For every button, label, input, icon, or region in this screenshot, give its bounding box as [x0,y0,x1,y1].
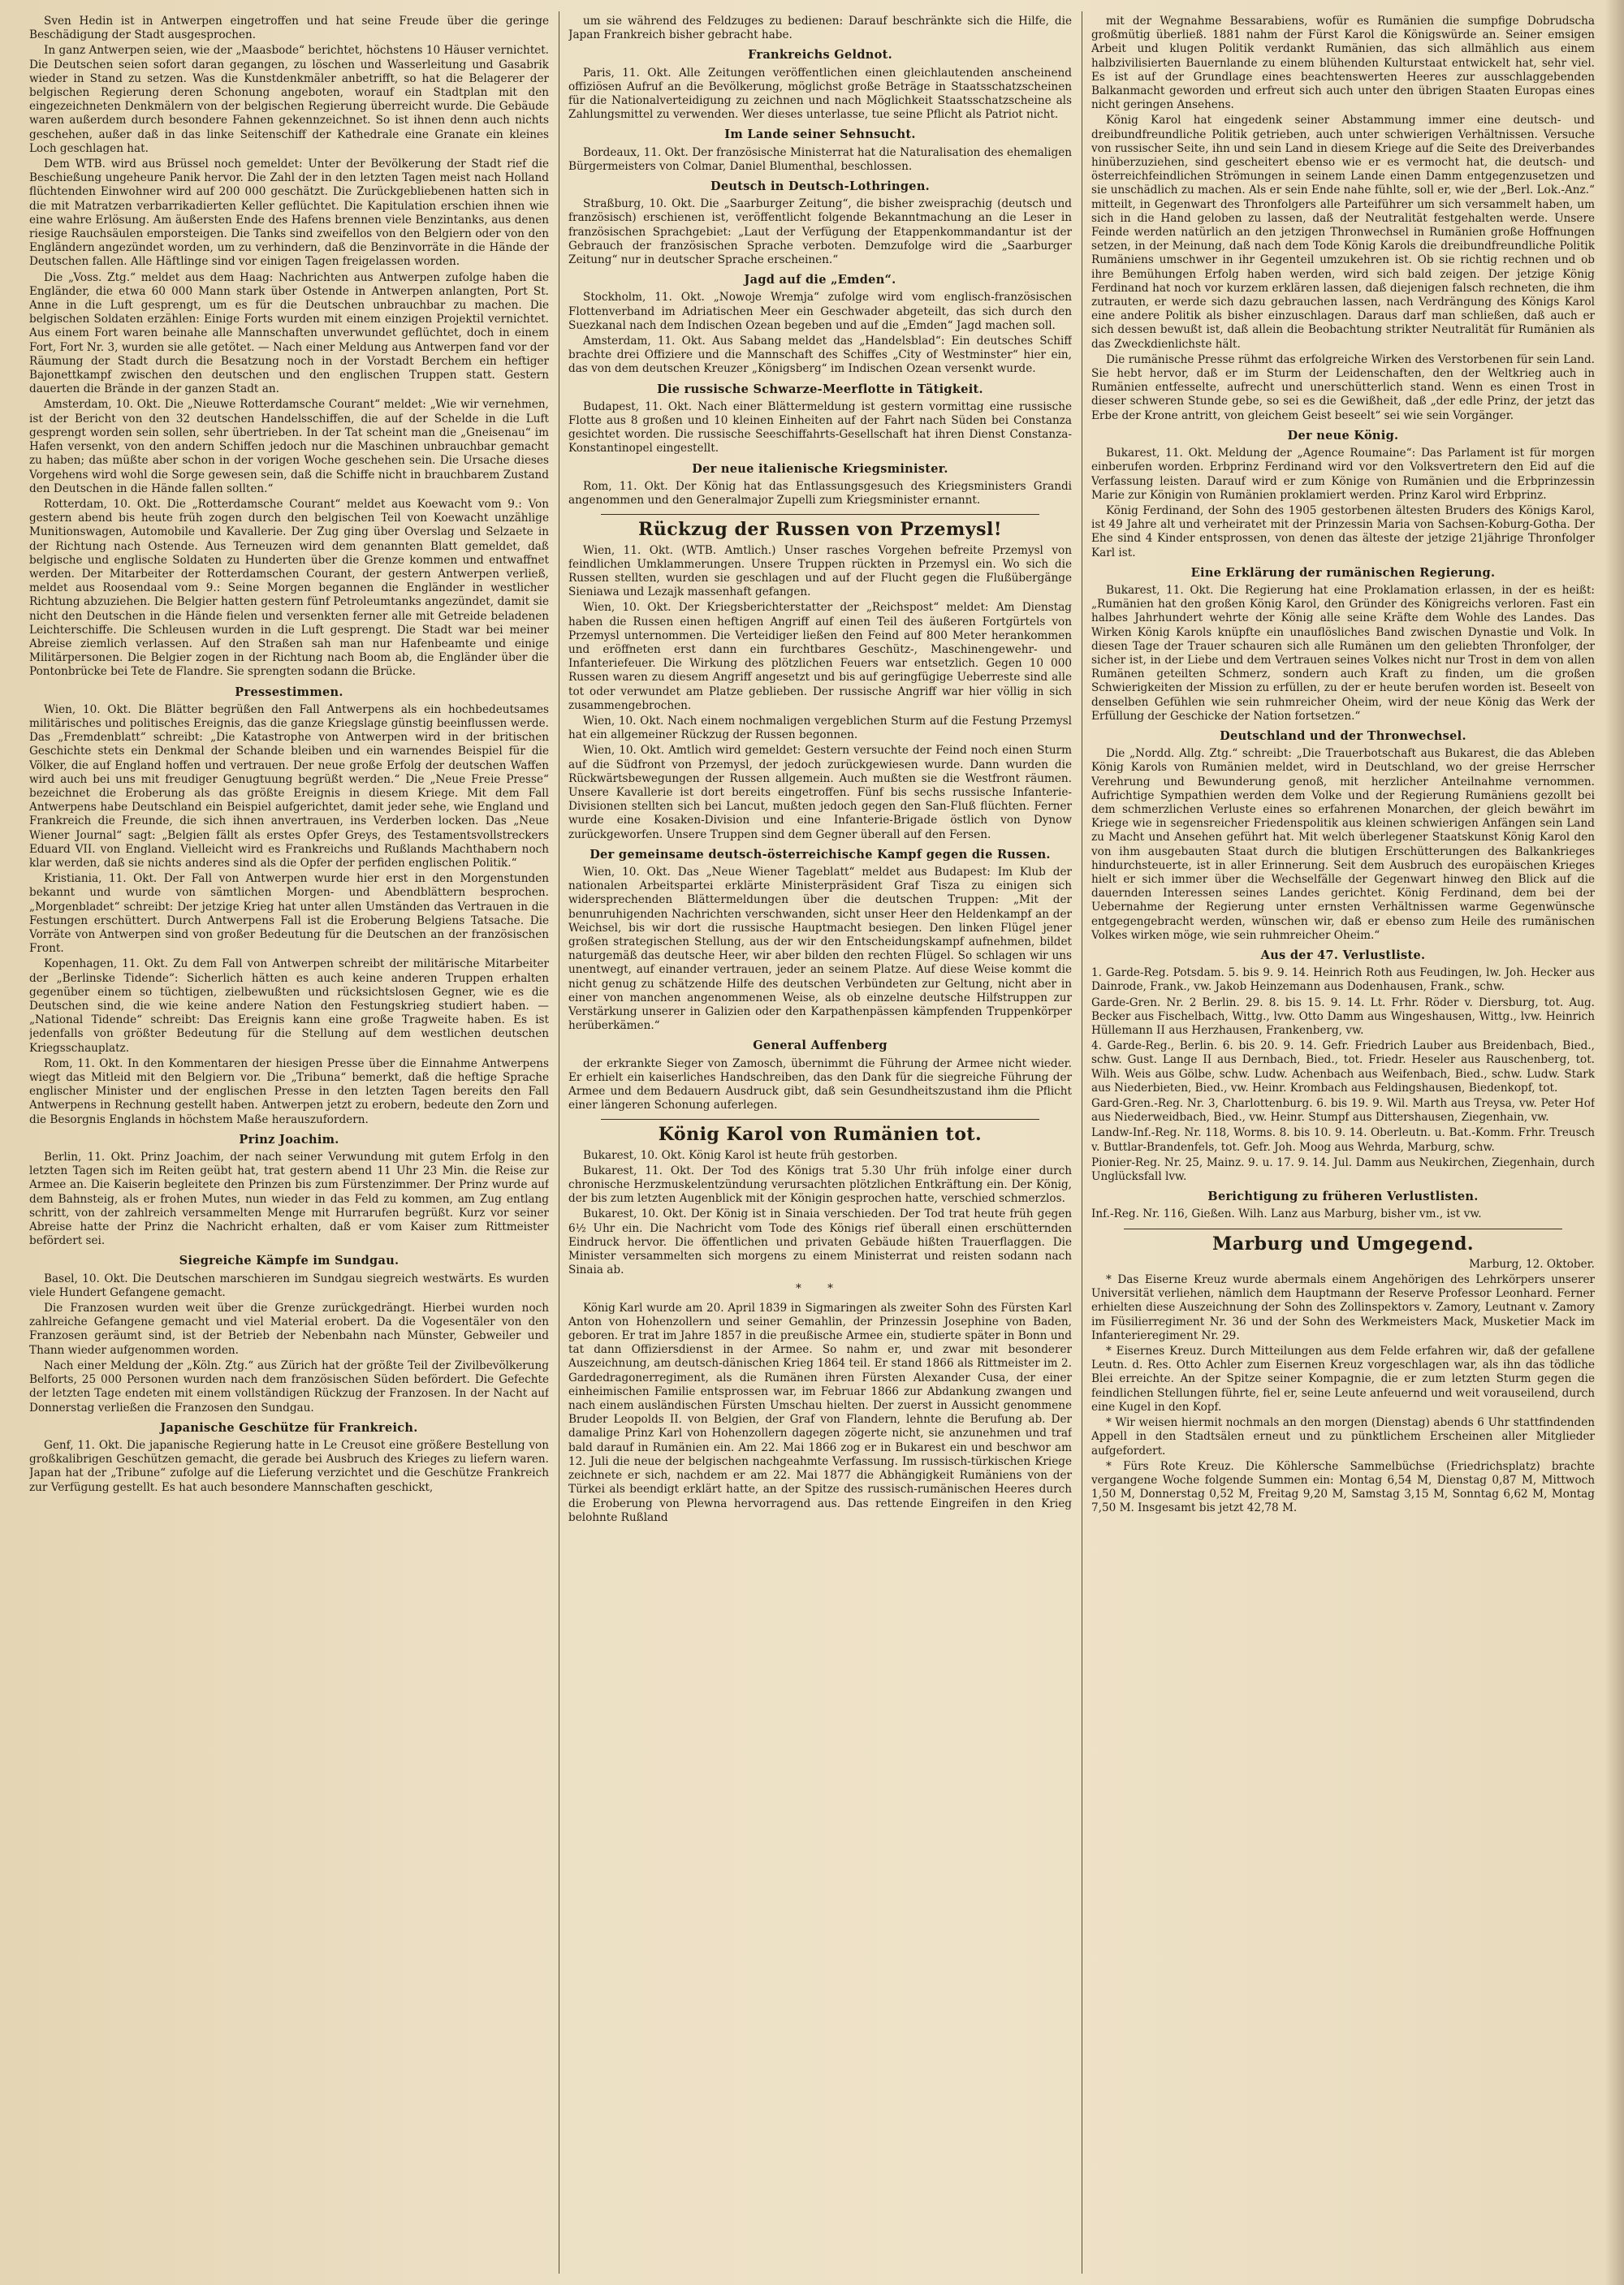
article-paragraph: Wien, 10. Okt. Die Blätter begrüßen den Fall Antwerpens als ein hochbedeutsames militärisches und politisches Ereignis, das die ganze Kriegslage günstig beeinflussen werde. Das „Fremdenblatt“ schreibt: „Die Katastrophe von Antwerpen wird in der britischen Geschichte stets ein Denkmal der Schande bleiben und ein warnendes Beispiel für die Völker, die auf England hoffen und vertrauen. Der neue große Erfolg der deutschen Waffen wird auch bei uns mit freudiger Genugtuung begrüßt werden.“ Die „Neue Freie Presse“ bezeichnet die Eroberung als das größte Ereignis in diesem Kriege. Mit dem Fall Antwerpens habe Deutschland ein Beispiel aufgerichtet, damit jeder sehe, wie England und Frankreich die Freunde, die sich ihnen anvertrauen, ins Verderben locken. Das „Neue Wiener Journal“ sagt: „Belgien fällt als erstes Opfer Greys, des Testamentsvollstreckers Eduard VII. von England. Vielleicht wird es Frankreichs und Rußlands Machthabern noch klar werden, daß sie nichts anderes sind als die Opfer der perfiden englischen Politik.“ [29,702,549,870]
article-paragraph: Genf, 11. Okt. Die japanische Regierung hatte in Le Creusot eine größere Bestellung von großkalibrigen Geschützen gemacht, die gerade bei Ausbruch des Krieges zu liefern waren. Japan hat der „Tribune“ zufolge auf die Lieferung verzichtet und die Geschütze Frankreich zur Verfügung gestellt. Es hat auch besondere Mannschaften geschickt, [29,1438,549,1494]
section-heading: Frankreichs Geldnot. [748,48,892,63]
article-paragraph: König Karl wurde am 20. April 1839 in Sigmaringen als zweiter Sohn des Fürsten Karl Anton von Hohenzollern und seiner Gemahlin, der Prinzessin Josephine von Baden, geboren. Er trat im Jahre 1857 in die preußische Armee ein, studierte später in Bonn und tat dann Offiziersdienst in der Armee. So nahm er, und zwar mit besonderer Auszeichnung, am deutsch-dänischen Krieg 1864 teil. Er stand 1866 als Rittmeister im 2. Gardedragonerregiment, als die Rumänen ihren Fürsten Alexander Cusa, der einer einheimischen Familie entsprossen war, im Februar 1866 zur Abdankung zwangen und nach einem ausländischen Fürsten Umschau hielten. Der zuerst in Aussicht genommene Bruder Leopolds II. von Belgien, der Graf von Flandern, lehnte die Berufung ab. Der damalige Prinz Karl von Hohenzollern dagegen zögerte nicht, sie anzunehmen und traf bald darauf in Rumänien ein. Am 22. Mai 1866 zog er in Bukarest ein und beschwor am 12. Juli die neue der belgischen nachgeahmte Verfassung. Im russisch-türkischen Kriege zeichnete er sich, nachdem er am 22. Mai 1877 die Abhängigkeit Rumäniens von der Türkei als beendigt erklärt hatte, an der Spitze des russisch-rumänischen Heeres durch die Eroberung von Plewna hervorragend aus. Das rettende Eingreifen in den Krieg belohnte Rußland [568,1301,1072,1524]
article-paragraph: Kopenhagen, 11. Okt. Zu dem Fall von Antwerpen schreibt der militärische Mitarbeiter der „Berlinske Tidende“: Sicherlich hätten es auch keine anderen Truppen erhalten gegenüber einem so tüchtigen, zielbewußten und rücksichtslosen Gegner, wie es die Deutschen sind, die wie keine andere Nation den Festungskrieg studiert haben. — „National Tidende“ schreibt: Das Ereignis kann eine große Tragweite haben. Es ist jedenfalls von größter Bedeutung für die Stellung auf dem westlichen deutschen Kriegsschauplatz. [29,957,549,1055]
casualty-entry: Landw-Inf.-Reg. Nr. 118, Worms. 8. bis 10. 9. 14. Oberleutn. u. Bat.-Komm. Frhr. Treusch v. Buttlar-Brandenfels, tot. Gefr. Joh. Moog aus Wehrda, Marburg, schw. [1091,1126,1595,1154]
section-heading: Jagd auf die „Emden“. [744,273,896,287]
article-paragraph: Stockholm, 11. Okt. „Nowoje Wremja“ zufolge wird vom englisch-französischen Flottenverband im Adriatischen Meer ein Geschwader abgeteilt, das sich durch den Suezkanal nach dem Indischen Ozean begeben und auf die „Emden“ Jagd machen soll. [568,291,1072,332]
article-paragraph: Budapest, 11. Okt. Nach einer Blättermeldung ist gestern vormittag eine russische Flotte aus 8 großen und 10 kleinen Einheiten auf der Fahrt nach Süden bei Constanza gesichtet worden. Die russische Seeschiffahrts-Gesellschaft hat ihren Dienst Constanza-Konstantinopel eingestellt. [568,400,1072,456]
article-paragraph: König Karol hat eingedenk seiner Abstammung immer eine deutsch- und dreibundfreundliche Politik getrieben, auch unter schwierigen Verhältnissen. Versuche von russischer Seite, ihn und sein Land in diesem Kriege auf die Seite des Dreiverbandes hinüberzuziehen, sind gescheitert ebenso wie er es vermocht hat, die deutsch- und österreichfeindlichen Strömungen in seinem Lande einen Damm entgegenzusetzen und sie unschädlich zu machen. Als er sein Ende nahe fühlte, soll er, wie der „Berl. Lok.-Anz.“ mitteilt, in Gegenwart des Thronfolgers alle Parteiführer um sich versammelt haben, um sich in die Hand geloben zu lassen, daß der Neutralität festgehalten werde. Unsere Feinde werden natürlich an den jetzigen Thronwechsel in Rumänien große Hoffnungen setzen, in der Meinung, daß nach dem Tode König Karols die dreibundfreundliche Politik Rumäniens umschwer in ihr Gegenteil umzukehren ist. Ob sie richtig rechnen und ob ihre Bemühungen Erfolg haben werden, wird sich bald zeigen. Der jetzige König Ferdinand hat noch vor kurzem erklären lassen, daß diejenigen falsch rechneten, die ihm zutrauten, er werde sich dazu gebrauchen lassen, nach Verdrängung des Königs Karol eine andere Politik als bisher einzuschlagen. Daraus darf man schließen, daß auch er sich dessen bewußt ist, daß allein die Beobachtung strikter Neutralität für Rumänien als das Zweckdienlichste hält. [1091,114,1595,351]
divider [601,1119,1039,1120]
casualty-list [1091,966,1595,1184]
article-paragraph: Bukarest, 11. Okt. Die Regierung hat eine Proklamation erlassen, in der es heißt: „Rumänien hat den großen König Karol, den Gründer des Königreichs verloren. Fast ein halbes Jahrhundert wehrte der König alle seine Kräfte dem Wohle des Landes. Das Wirken König Karols knüpfte ein unauflösliches Band zwischen Dynastie und Volk. In diesen Tage der Trauer schauren sich alle Rumänen um den geliebten Thronfolger, der sicher ist, in der Liebe und dem Vertrauen seines Volkes nicht nur Trost in dem von allen Rumänen geteilten Schmerz, sondern auch Kraft zu finden, um die großen Schwierigkeiten der Mission zu erfüllen, zu der er heute berufen worden ist. Beseelt von denselben Gefühlen wie sein ruhmreicher Oheim, wird der neue König das Werk der Erfüllung der Geschicke der Nation fortsetzen.“ [1091,583,1595,723]
article-paragraph: Rom, 11. Okt. In den Kommentaren der hiesigen Presse über die Einnahme Antwerpens wiegt das Mitleid mit den Belgiern vor. Die „Tribuna“ bemerkt, daß die heftige Sprache englischer Minister und der englischen Presse in den letzten Tagen bereits den Fall Antwerpens in Rechnung gestellt haben. Antwerpen jetzt zu erobern, bedeute den Zorn und die Besorgnis Englands in höchstem Maße herauszufordern. [29,1056,549,1126]
casualty-entry: Inf.-Reg. Nr. 116, Gießen. Wilh. Lanz aus Marburg, bisher vm., ist vw. [1091,1207,1482,1221]
section-heading: Aus der 47. Verlustliste. [1260,948,1426,962]
article-paragraph: * Fürs Rote Kreuz. Die Köhlersche Sammelbüchse (Friedrichsplatz) brachte vergangene Woche folgende Summen ein: Montag 6,54 M, Dienstag 0,87 M, Mittwoch 1,50 M, Donnerstag 0,52 M, Freitag 9,20 M, Samstag 3,15 M, Sonntag 6,62 M, Montag 7,50 M. Insgesamt bis jetzt 42,78 M. [1091,1459,1595,1515]
article-paragraph: In ganz Antwerpen seien, wie der „Maasbode“ berichtet, höchstens 10 Häuser vernichtet. Die Deutschen seien sofort daran gegangen, zu löschen und Wasserleitung und Gasabrik wieder in Stand zu setzen. Was die Kunstdenkmäler anbetrifft, so hat die Belagerer der belgischen Regierung deren Schonung angeboten, worauf ein Stadtplan mit den eingezeichneten Denkmälern von der belgischen Regierung überreicht wurde. Die Gebäude waren außerdem durch besondere Fahnen gekennzeichnet. So ist ihnen denn auch nichts geschehen, außer daß in das linke Seitenschiff der Kathedrale eine Granate ein kleines Loch geschlagen hat. [29,44,549,155]
headline: Rückzug der Russen von Przemysl! [638,519,1002,541]
article-paragraph: der erkrankte Sieger von Zamosch, übernimmt die Führung der Armee nicht wieder. Er erhielt ein kaiserliches Handschreiben, das den Dank für die siegreiche Führung der Armee und dem Bedauern Ausdruck gibt, daß sein Gesundheitszustand ihm die Pflicht einer längeren Schonung auferlegen. [568,1056,1072,1112]
article-paragraph: Die „Voss. Ztg.“ meldet aus dem Haag: Nachrichten aus Antwerpen zufolge haben die Engländer, die etwa 60 000 Mann stark über Ostende in Antwerpen anlangten, Port St. Anne in die Luft gesprengt, um es für die Deutschen unbrauchbar zu machen. Die belgischen Soldaten erzählen: Einige Forts wurden mit einem einzigen Projektil vernichtet. Aus einem Fort waren beinahe alle Mannschaften unverwundet geflüchtet, doch in einem Fort, Fort Nr. 3, wurden sie alle getötet. — Nach einer Meldung aus Antwerpen fand vor der Räumung der Stadt durch die Besatzung noch in der Vorstadt Berchem ein heftiger Bajonettkampf zwischen den deutschen und den englischen Truppen statt. Gestern dauerten die Brände in der ganzen Stadt an. [29,270,549,396]
divider [601,514,1039,515]
section-heading: Siegreiche Kämpfe im Sundgau. [179,1254,400,1268]
column-2 [568,15,1072,2270]
article-paragraph: Wien, 10. Okt. Das „Neue Wiener Tageblatt“ meldet aus Budapest: Im Klub der nationalen Arbeitspartei erklärte Ministerpräsident Graf Tisza zu einigen sich widersprechenden Blättermeldungen über die deutschen Truppen: „Mit der benunruhigenden Nachrichten verschwanden, sicht unser Heer den Heldenkampf an der Weichsel, bis wir dort die russische Hauptmacht besiegen. Den linken Flügel jener großen strategischen Stellung, aus der wir den Entscheidungskampf aufnehmen, bildet naturgemäß das deutsche Heer, wir aber bilden den rechten Flügel. So schlagen wir uns unentwegt, auf einander vertrauen, jeder an seinem Platze. Auf diese Weise kommt die nicht genug zu schätzende Hilfe des deutschen Verbündeten zur Geltung, nicht aber in einer von manchen angenommenen Weise, als ob einzelne deutsche Hilfstruppen zur Verstärkung unserer in Galizien oder den Karpathenpässen kämpfenden Truppenkörper herüberkämen.“ [568,865,1072,1033]
section-heading: Der neue König. [1287,428,1399,443]
section-heading: Deutsch in Deutsch-Lothringen. [710,179,931,194]
article-paragraph: um sie während des Feldzuges zu bedienen: Darauf beschränkte sich die Hilfe, die Japan Frankreich bisher gebracht habe. [568,15,1072,42]
column-3 [1091,15,1595,2270]
article-paragraph: Wien, 10. Okt. Der Kriegsberichterstatter der „Reichspost“ meldet: Am Dienstag haben die Russen einen heftigen Angriff auf einen Teil des äußeren Fortgürtels von Przemysl unternommen. Die Verteidiger ließen den Feind auf 800 Meter herankommen und eröffneten erst dann ein furchtbares Geschütz-, Maschinengewehr- und Infanteriefeuer. Die Wirkung des plötzlichen Feuers war entsetzlich. Gegen 10 000 Russen waren zu diesem Angriff angesetzt und bis auf geringfügige Ueberreste sind alle tot oder verwundet am Platze geblieben. Der russische Angriff war hier völlig in sich zusammengebrochen. [568,601,1072,712]
casualty-entry: Garde-Gren. Nr. 2 Berlin. 29. 8. bis 15. 9. 14. Lt. Frhr. Röder v. Diersburg, tot. Aug. Becker aus Fischelbach, Wittg., lvw. Otto Damm aus Wingeshausen, Wittg., lvw. Heinrich Hüllemann II aus Herzhausen, Frankenberg, vw. [1091,996,1595,1038]
article-paragraph: * Eisernes Kreuz. Durch Mitteilungen aus dem Felde erfahren wir, daß der gefallene Leutn. d. Res. Otto Achler zum Eisernen Kreuz vorgeschlagen war, als ihn das tödliche Blei erreichte. An der Spitze seiner Kompagnie, die er zum letzten Sturm gegen die feindlichen Stellungen führte, fiel er, seine Leute anfeuernd und weit vorauseilend, durch eine Kugel in den Kopf. [1091,1345,1595,1414]
column-1 [29,15,549,2270]
article-paragraph: Die rumänische Presse rühmt das erfolgreiche Wirken des Verstorbenen für sein Land. Sie hebt hervor, daß er im Sturm der Leidenschaften, den der Weltkrieg auch in Rumänien entfesselte, aufrecht und unerschütterlich stand. Wenn es einen Trost in dieser schweren Stunde gebe, so sei es die Gewißheit, daß „der edle Prinz, der jetzt das Erbe der Krone antritt, von gleichem Geist beseelt“ sei wie sein Vorgänger. [1091,352,1595,422]
section-heading: Deutschland und der Thronwechsel. [1220,728,1466,743]
article-paragraph: Die Franzosen wurden weit über die Grenze zurückgedrängt. Hierbei wurden noch zahlreiche Gefangene gemacht und viel Material erobert. Da die Vogesentäler von den Franzosen geräumt sind, ist der Betrieb der Nebenbahn nach Münster, Gebweiler und Thann wieder aufgenommen worden. [29,1302,549,1357]
article-paragraph: Wien, 11. Okt. (WTB. Amtlich.) Unser rasches Vorgehen befreite Przemysl von feindlichen Umklammerungen. Unsere Truppen rückten in Przemysl ein. Wo sich die Russen stellten, wurden sie geschlagen und auf der Flucht gegen die Flußübergänge Sieniawa und Lezajk massenhaft gefangen. [568,543,1072,599]
article-paragraph: König Ferdinand, der Sohn des 1905 gestorbenen ältesten Bruders des Königs Karol, ist 49 Jahre alt und verheiratet mit der Prinzessin Maria von Sachsen-Koburg-Gotha. Der Ehe sind 4 Kinder entsprossen, von denen das älteste der jetzige 21jährige Thronfolger Karl ist. [1091,503,1595,559]
section-heading: General Auffenberg [753,1039,888,1053]
article-paragraph: Sven Hedin ist in Antwerpen eingetroffen und hat seine Freude über die geringe Beschädigung der Stadt ausgesprochen. [29,15,549,42]
casualty-entry: 1. Garde-Reg. Potsdam. 5. bis 9. 9. 14. Heinrich Roth aus Feudingen, lw. Joh. Hecker aus Dainrode, Frank., vw. Jakob Heinzemann aus Dodenhausen, Frank., schw. [1091,966,1595,994]
article-paragraph: Bukarest, 11. Okt. Meldung der „Agence Roumaine“: Das Parlament ist für morgen einberufen worden. Erbprinz Ferdinand wird vor den Volksvertretern den Eid auf die Verfassung leisten. Darauf wird er zum Könige von Rumänien und die Erbprinzessin Marie zur Königin von Rumänien proklamiert werden. Prinz Karol wird Erbprinz. [1091,447,1595,502]
section-heading: Japanische Geschütze für Frankreich. [160,1420,418,1435]
section-heading: Eine Erklärung der rumänischen Regierung. [1190,565,1496,580]
section-heading: Berichtigung zu früheren Verlustlisten. [1207,1190,1479,1204]
article-paragraph: Wien, 10. Okt. Nach einem nochmaligen vergeblichen Sturm auf die Festung Przemysl hat ein allgemeiner Rückzug der Russen begonnen. [568,714,1072,742]
casualty-entry: Gard-Gren.-Reg. Nr. 3, Charlottenburg. 6. bis 19. 9. Wil. Marth aus Treysa, vw. Peter Hof aus Niederweidbach, Bied., vw. Heinr. Stumpf aus Dittershausen, Ziegenhain, vw. [1091,1097,1595,1125]
article-paragraph: * Wir weisen hiermit nochmals an den morgen (Dienstag) abends 6 Uhr stattfindenden Appell in den Stadtsälen erneut und zu pünktlichem Erscheinen aller Mitglieder aufgefordert. [1091,1416,1595,1458]
article-paragraph: Straßburg, 10. Okt. Die „Saarburger Zeitung“, die bisher zweisprachig (deutsch und französisch) erschienen ist, veröffentlicht folgende Bekanntmachung an die Leser in französischen Sprachgebiet: „Laut der Verfügung der Etappenkommandantur ist der Gebrauch der französischen Sprache verboten. Demzufolge wird die „Saarburger Zeitung“ nur in deutscher Sprache erscheinen.“ [568,197,1072,267]
casualty-entry: Pionier-Reg. Nr. 25, Mainz. 9. u. 17. 9. 14. Jul. Damm aus Neukirchen, Ziegenhain, durch Unglücksfall lvw. [1091,1155,1595,1184]
section-heading: Die russische Schwarze-Meerflotte in Tätigkeit. [657,382,983,396]
article-paragraph: mit der Wegnahme Bessarabiens, wofür es Rumänien die sumpfige Dobrudscha großmütig überließ. 1881 nahm der Fürst Karol die Königswürde an. Seiner emsigen Arbeit und klugen Politik verdankt Rumänien, das sich allmählich aus einem halbzivilisierten Bauernlande zu einem blühenden Kulturstaat entwickelt hat, sehr viel. Es ist auf der Grundlage eines beachtenswerten Heeres zur ausschlaggebenden Balkanmacht geworden und erfreut sich auch unter den übrigen Staaten Europas eines nicht geringen Ansehens. [1091,15,1595,112]
article-paragraph: Die „Nordd. Allg. Ztg.“ schreibt: „Die Trauerbotschaft aus Bukarest, die das Ableben König Karols von Rumänien meldet, wird in Deutschland, wo der greise Herrscher Verehrung und Bewunderung genoß, mit herzlicher Anteilnahme vernommen. Aufrichtige Sympathien werden dem Volke und der Regierung Rumäniens gezollt bei dem schmerzlichen Verluste eines so erfahrenen Monarchen, der gleich bewährt im Kriege wie in segensreicher Friedenspolitik aus kleinen schwierigen Anfängen sein Land zu Macht und Ansehen geführt hat. Mit welch überlegener Staatskunst König Karol den von ihm ausgebauten Staat durch die blutigen Erschütterungen des Balkankrieges hindurchsteuerte, ist in aller Erinnerung. Seit dem Ausbruch des europäischen Krieges hielt er sich immer über die Wechselfälle der Gegenwart hinweg den Blick auf die dauernden Interessen seines Landes gerichtet. König Ferdinand, dem bei der Uebernahme der Regierung unter ernsten Verhältnissen warme Gegenwünsche entgegengebracht werden, wünschen wir, daß er ebenso zum Heile des rumänischen Volkes wirken möge, wie sein ruhmreicher Oheim.“ [1091,747,1595,942]
article-paragraph: * Das Eiserne Kreuz wurde abermals einem Angehörigen des Lehrkörpers unserer Universität verliehen, nämlich dem Hauptmann der Reserve Professor Leonhard. Ferner erhielten diese Auszeichnung der Sohn des Zollinspektors v. Zamory, Leutnant v. Zamory im Füsilierregiment Nr. 36 und der Sohn des Werkmeisters Mack, Musketier Mack im Infanterieregiment Nr. 29. [1091,1273,1595,1342]
article-paragraph: Amsterdam, 10. Okt. Die „Nieuwe Rotterdamsche Courant“ meldet: „Wie wir vernehmen, ist der Bericht von den 32 deutschen Handelsschiffen, die auf der Schelde in die Luft gesprengt worden sein sollen, sehr übertrieben. In der Tat scheint man die „Gneisenau“ im Hafen versenkt, von den andern Schiffen jedoch nur die Maschinen unbrauchbar gemacht zu haben; das müßte aber schon in der vorigen Woche geschehen sein. Die Ursache dieses Vorgehens wird wohl die Sorge gewesen sein, daß die Schiffe nicht in brauchbarem Zustand den Deutschen in die Hände fallen sollten.“ [29,398,549,495]
article-paragraph: Bordeaux, 11. Okt. Der französische Ministerrat hat die Naturalisation des ehemaligen Bürgermeisters von Colmar, Daniel Blumenthal, beschlossen. [568,145,1072,173]
casualty-list [1091,1207,1595,1221]
section-heading: Pressestimmen. [235,685,343,699]
article-paragraph: Rotterdam, 10. Okt. Die „Rotterdamsche Courant“ meldet aus Koewacht vom 9.: Von gestern abend bis heute früh zogen durch den belgischen Teil von Koewacht unzählige Munitionswagen, Automobile und Kavallerie. Der Zug ging über Overslag und Selzaete in der Richtung nach Ostende. Aus Terneuzen wird dem genannten Blatt gemeldet, daß belgische und englische Soldaten zu Hunderten über die Grenze kommen und entwaffnet werden. Der Mitarbeiter der Rotterdamschen Courant, der gestern Antwerpen verließ, meldet aus Roosendaal vom 9.: Seine Morgen begannen die Engländer in westlicher Richtung abzuziehen. Die Belgier hatten gestern fünf Petroleumtanks angezündet, damit sie nicht den Deutschen in die Hände fielen und versenkten ferner alle mit Getreide beladenen Leichterschiffe. Die Schleusen wurden in die Luft gesprengt. Die Stadt war bei meiner Abreise ziemlich verlassen. Auf den Straßen sah man nur Hafenbeamte und einige Militärpersonen. Die Belgier zogen in der Richtung nach Boom ab, die Engländer über die Pontonbrücke bei Tete de Flandre. Sie sprengten sodann die Brücke. [29,497,549,679]
article-paragraph: Wien, 10. Okt. Amtlich wird gemeldet: Gestern versuchte der Feind noch einen Sturm auf die Südfront von Przemysl, der jedoch zurückgewiesen wurde. Dann wurden die Rückwärtsbewegungen der Russen allgemein. Auch mußten sie die Westfront räumen. Unsere Kavallerie ist dort bereits eingetroffen. Fünf bis sechs russische Infanterie-Divisionen stellten sich bei Lancut, mußten jedoch gegen den San-Fluß flüchten. Ferner wurde eine Kosaken-Division und eine Infanterie-Brigade östlich von Dynow zurückgeworfen. Unsere Truppen sind dem Gegner überall auf den Fersen. [568,744,1072,841]
section-heading: Der neue italienische Kriegsminister. [692,461,948,476]
section-heading: Prinz Joachim. [239,1132,339,1147]
separator-stars: * * [796,1282,844,1296]
article-paragraph: Nach einer Meldung der „Köln. Ztg.“ aus Zürich hat der größte Teil der Zivilbevölkerung Belforts, 25 000 Personen wurden nach dem französischen Süden befördert. Die Gefechte der letzten Tage endeten mit einem vollständigen Rückzug der Franzosen. In der Nacht auf Donnerstag verließen die Franzosen den Sundgau. [29,1358,549,1415]
dateline: Marburg, 12. Oktober. [1469,1257,1595,1271]
section-heading: Der gemeinsame deutsch-österreichische Kampf gegen die Russen. [590,847,1051,862]
page-edge-shadow [1605,0,1624,2285]
article-paragraph: Paris, 11. Okt. Alle Zeitungen veröffentlichen einen gleichlautenden anscheinend offiziösen Aufruf an die Bevölkerung, möglichst große Beträge in Staatsschatzscheinen für die Nationalverteidigung zu zeichnen und nach Möglichkeit Staatsschatzscheine als Zahlungsmittel zu verwenden. Wer dieses unterlasse, tue seine Pflicht als Patriot nicht. [568,66,1072,122]
article-paragraph: Rom, 11. Okt. Der König hat das Entlassungsgesuch des Kriegsministers Grandi angenommen und den Generalmajor Zupelli zum Kriegsminister ernannt. [568,479,1072,508]
article-paragraph: Dem WTB. wird aus Brüssel noch gemeldet: Unter der Bevölkerung der Stadt rief die Beschießung ungeheure Panik hervor. Die Zahl der in den letzten Tagen meist nach Holland flüchtenden Einwohner wird auf 200 000 geschätzt. Die Zurückgebliebenen hatten sich in die mit Matratzen verbarrikadierten Keller geflüchtet. Die Kapitulation erschien ihnen wie eine wahre Erlösung. Am äußersten Ende des Hafens brennen viele Benzintanks, aus denen riesige Rauchsäulen emporsteigen. Die Tanks sind zweifellos von den Belgiern oder von den Engländern angezündet worden, um zu verhindern, daß die Benzinvorräte in die Hände der Deutschen fallen. Alle Häftlinge sind vor einigen Tagen freigelassen worden. [29,158,549,269]
section-heading: Im Lande seiner Sehnsucht. [724,127,916,142]
casualty-entry: 4. Garde-Reg., Berlin. 6. bis 20. 9. 14. Gefr. Friedrich Lauber aus Breidenbach, Bied., schw. Gust. Lange II aus Dernbach, Bied., tot. Friedr. Heseler aus Rauschenberg, tot. Wilh. Weis aus Gölbe, schw. Ludw. Achenbach aus Weifenbach, Bied., schw. Ludw. Stark aus Niederbieten, Bied., vw. Heinr. Krombach aus Feldingshausen, Biedenkopf, tot. [1091,1039,1595,1095]
article-paragraph: Bukarest, 10. Okt. König Karol ist heute früh gestorben. [583,1148,898,1162]
article-paragraph: Kristiania, 11. Okt. Der Fall von Antwerpen wurde hier erst in den Morgenstunden bekannt und wurde von sämtlichen Morgen- und Abendblättern besprochen. „Morgenbladet“ schreibt: Der jetzige Krieg hat unter allen Umständen das Vertrauen in die Festungen erschüttert. Durch Antwerpens Fall ist die Eroberung Belgiens Tatsache. Die Vorräte von Antwerpen sind von großer Bedeutung für die Deutschen an der französischen Front. [29,872,549,956]
article-paragraph: Bukarest, 11. Okt. Der Tod des Königs trat 5.30 Uhr früh infolge einer durch chronische Herzmuskelentzündung verursachten plötzlichen Entkräftung ein. Der König, der bis zum letzten Augenblick mit der Königin gesprochen hatte, verschied schmerzlos. [568,1164,1072,1206]
article-paragraph: Amsterdam, 11. Okt. Aus Sabang meldet das „Handelsblad“: Ein deutsches Schiff brachte drei Offiziere und die Mannschaft des Schiffes „City of Westminster“ hier ein, das von dem deutschen Kreuzer „Königsberg“ im Indischen Ozean versenkt wurde. [568,335,1072,376]
article-paragraph: Bukarest, 10. Okt. Der König ist in Sinaia verschieden. Der Tod trat heute früh gegen 6½ Uhr ein. Die Nachricht vom Tode des Königs rief überall einen erschütternden Eindruck hervor. Die öffentlichen und privaten Gebäude hißten Trauerflaggen. Die Minister versammelten sich morgens zu einem Ministerrat und reisten sodann nach Sinaia ab. [568,1207,1072,1277]
headline: Marburg und Umgegend. [1212,1233,1474,1255]
headline: König Karol von Rumänien tot. [658,1124,983,1146]
article-paragraph: Berlin, 11. Okt. Prinz Joachim, der nach seiner Verwundung mit gutem Erfolg in den letzten Tagen sich im Reiten geübt hat, trat gestern abend 11 Uhr 23 Min. die Reise zur Armee an. Die Kaiserin begleitete den Prinzen bis zum Fürstenzimmer. Der Prinz wurde auf dem Bahnsteig, als er frohen Mutes, nun wieder in das Feld zu kommen, am Zug entlang schritt, von der zahlreich versammelten Menge mit Hurrarufen begrüßt. Kurz vor seiner Abreise hatte der Prinz die Nachricht erhalten, daß er vom Kaiser zum Rittmeister befördert sei. [29,1151,549,1248]
article-paragraph: Basel, 10. Okt. Die Deutschen marschieren im Sundgau siegreich westwärts. Es wurden viele Hundert Gefangene gemacht. [29,1272,549,1299]
